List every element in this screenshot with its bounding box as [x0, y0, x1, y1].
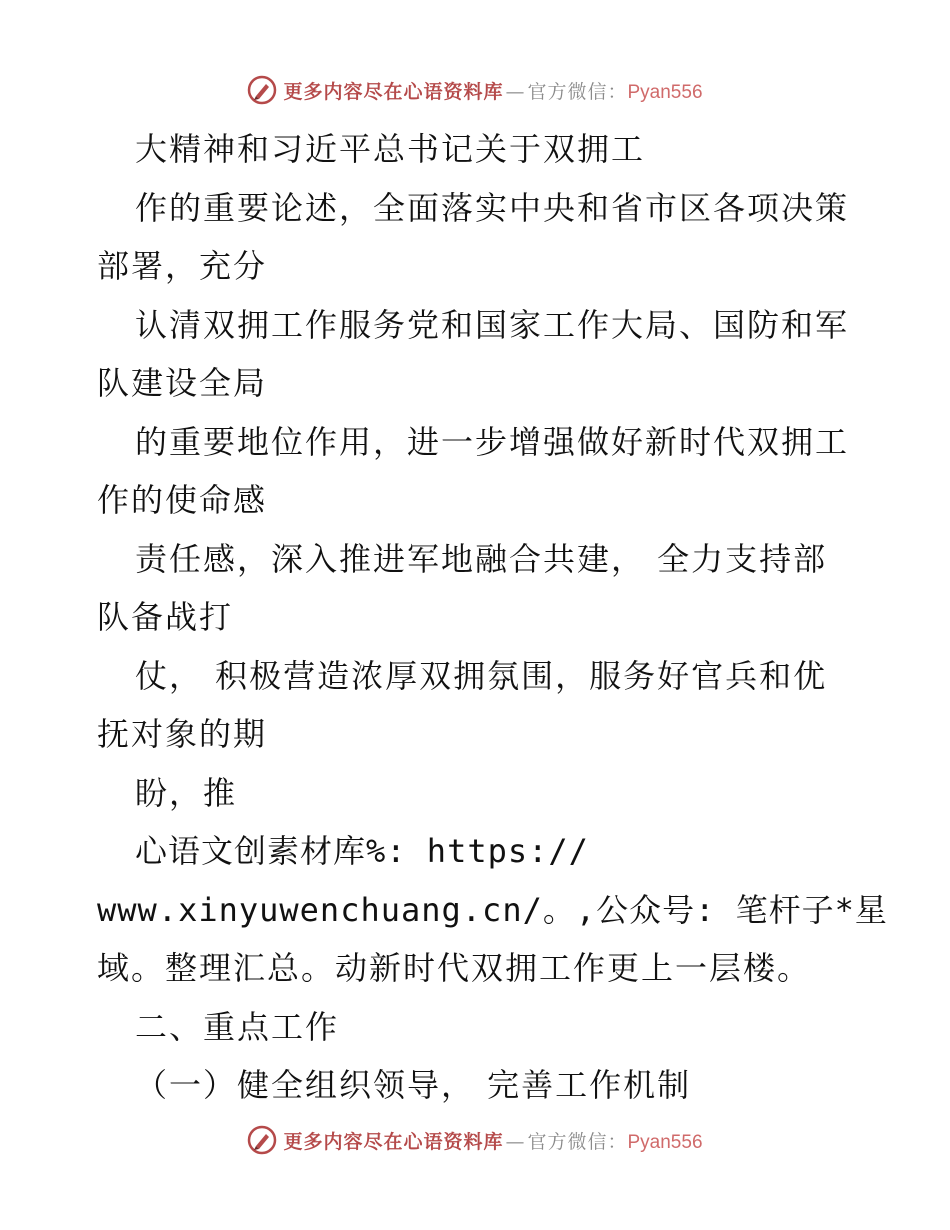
- body-line: 域。整理汇总。动新时代双拥工作更上一层楼。: [97, 949, 812, 987]
- footer-banner-separator: —: [505, 1130, 526, 1153]
- header-banner-wechat-id: Pyan556: [627, 81, 703, 103]
- footer-banner-title: 更多内容尽在心语资料库: [283, 1130, 504, 1153]
- body-line: 队建设全局: [97, 364, 268, 402]
- body-line: 盼，推: [135, 773, 238, 812]
- body-line: 的重要地位作用，进一步增强做好新时代双拥工: [135, 422, 850, 461]
- body-line: 大精神和习近平总书记关于双拥工: [135, 130, 646, 168]
- body-line: 队备战打: [97, 598, 234, 636]
- body-line: 作的重要论述，全面落实中央和省市区各项决策: [135, 188, 850, 227]
- pen-logo-icon: [247, 75, 277, 105]
- document-body: [97, 120, 888, 1115]
- body-line: 认清双拥工作服务党和国家工作大局、国防和军: [135, 305, 850, 344]
- body-line: 责任感，深入推进军地融合共建， 全力支持部: [135, 539, 828, 578]
- header-banner-official-label: 官方微信：: [527, 80, 628, 103]
- body-line: 仗， 积极营造浓厚双拥氛围，服务好官兵和优: [135, 656, 828, 695]
- pen-logo-icon: [247, 1125, 277, 1155]
- footer-banner-text: [283, 1127, 702, 1154]
- footer-banner: [0, 1120, 950, 1160]
- section-heading: 二、重点工作: [135, 1007, 340, 1046]
- header-banner-title: 更多内容尽在心语资料库: [283, 80, 504, 103]
- subsection-heading: （一）健全组织领导， 完善工作机制: [135, 1066, 692, 1104]
- header-banner-separator: —: [505, 80, 526, 103]
- body-line: 部署，充分: [97, 247, 268, 285]
- body-line: 抚对象的期: [97, 715, 268, 753]
- body-line-url: www.xinyuwenchuang.cn/。,公众号: 笔杆子*星: [97, 890, 888, 929]
- body-line-url-label: 心语文创素材库%: https://: [135, 832, 589, 870]
- header-banner-text: [283, 77, 702, 104]
- footer-banner-official-label: 官方微信：: [527, 1130, 628, 1153]
- body-line: 作的使命感: [97, 481, 268, 519]
- footer-banner-wechat-id: Pyan556: [627, 1131, 703, 1153]
- header-banner: [0, 70, 950, 110]
